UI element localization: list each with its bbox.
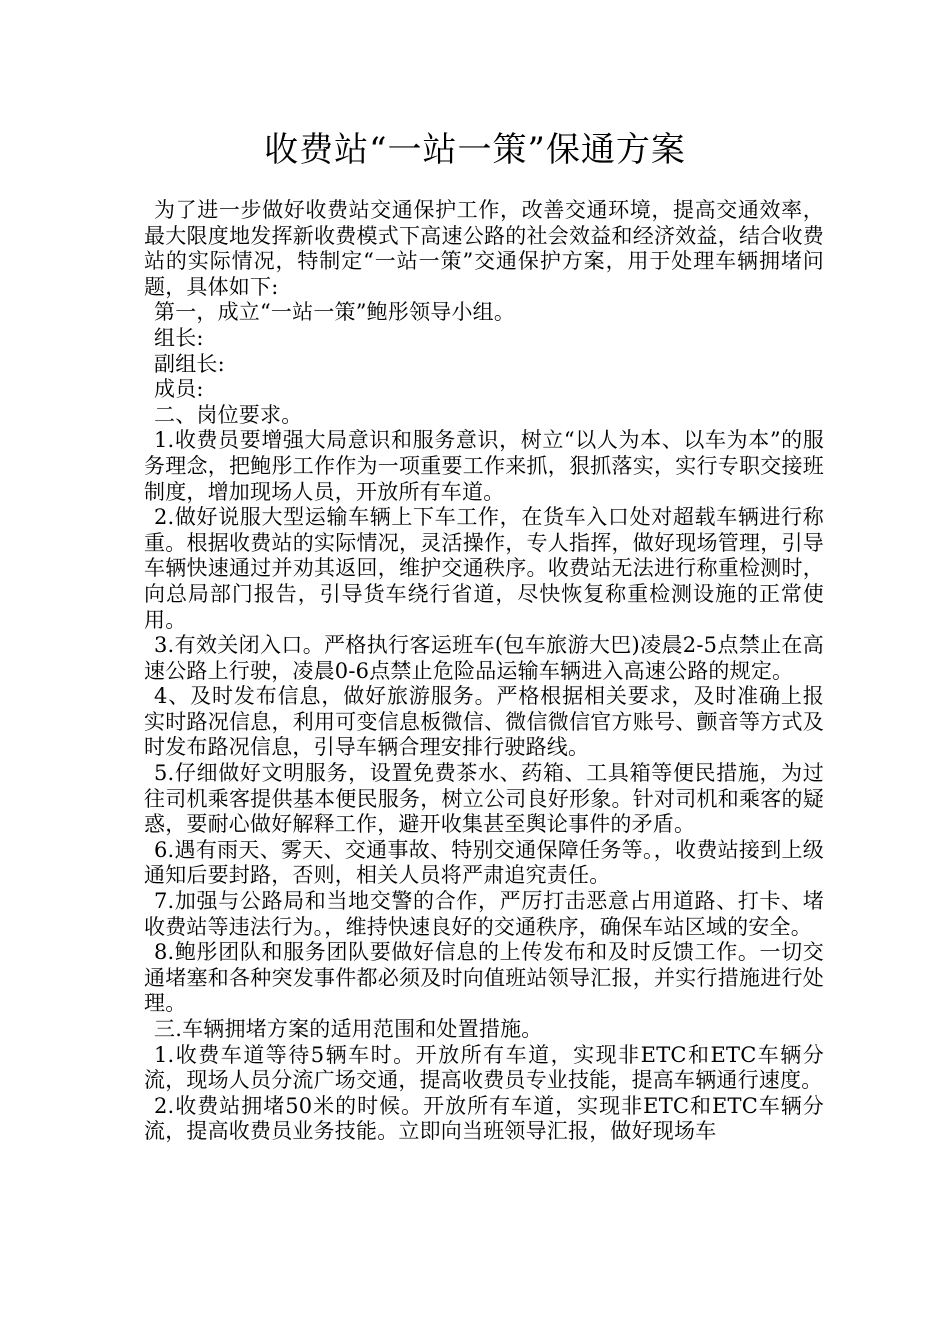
document-body [144,198,824,1145]
paragraph-measure-2: 2.收费站拥堵50米的时候。开放所有车道，实现非ETC和ETC车辆分流，提高收费员业务技能。立即向当班领导汇报，做好现场车 [144,1093,824,1144]
paragraph-item-6: 6.遇有雨天、雾天、交通事故、特别交通保障任务等。，收费站接到上级通知后要封路，否则，相关人员将严肃追究责任。 [144,837,824,888]
paragraph-item-7: 7.加强与公路局和当地交警的合作，严厉打击恶意占用道路、打卡、堵收费站等违法行为。，维持快速良好的交通秩序，确保车站区域的安全。 [144,889,824,939]
document-title: 收费站“一站一策”保通方案 [264,130,686,170]
paragraph-item-5: 5.仔细做好文明服务，设置免费茶水、药箱、工具箱等便民措施，为过往司机乘客提供基本便民服务，树立公司良好形象。针对司机和乘客的疑惑，要耐心做好解释工作，避开收集甚至舆论事件的矛盾。 [144,761,824,837]
paragraph-members: 成员: [154,377,204,402]
paragraph-item-3: 3.有效关闭入口。严格执行客运班车(包车旅游大巴)凌晨2-5点禁止在高速公路上行驶，凌晨0-6点禁止危险品运输车辆进入高速公路的规定。 [144,633,824,683]
paragraph-measure-1: 1.收费车道等待5辆车时。开放所有车道，实现非ETC和ETC车辆分流，现场人员分流广场交通，提高收费员专业技能，提高车辆通行速度。 [144,1042,824,1093]
paragraph-leader: 组长: [154,325,204,350]
paragraph-item-8: 8.鲍彤团队和服务团队要做好信息的上传发布和及时反馈工作。一切交通堵塞和各种突发事件都必须及时向值班站领导汇报，并实行措施进行处理。 [144,940,824,1016]
paragraph-section-three-heading: 三.车辆拥堵方案的适用范围和处置措施。 [154,1017,543,1041]
paragraph-item-4: 4、及时发布信息，做好旅游服务。严格根据相关要求，及时准确上报实时路况信息，利用可变信息板微信、微信微信官方账号、颤音等方式及时发布路况信息，引导车辆合理安排行驶路线。 [144,684,824,760]
paragraph-section-two-heading: 二、岗位要求。 [154,402,303,427]
paragraph-item-2: 2.做好说服大型运输车辆上下车工作，在货车入口处对超载车辆进行称重。根据收费站的实际情况，灵活操作，专人指挥，做好现场管理，引导车辆快速通过并劝其返回，维护交通秩序。收费站无法进行称重检测时，向总局部门报告，引导货车绕行省道，尽快恢复称重检测设施的正常使用。 [144,505,824,632]
paragraph-deputy-leader: 副组长: [154,351,225,376]
paragraph-intro: 为了进一步做好收费站交通保护工作，改善交通环境，提高交通效率，最大限度地发挥新收费模式下高速公路的社会效益和经济效益，结合收费站的实际情况，特制定“一站一策”交通保护方案，用于处理车辆拥堵问题，具体如下: [144,198,824,299]
paragraph-section-one: 第一，成立“一站一策”鲍彤领导小组。 [154,300,516,325]
paragraph-item-1: 1.收费员要增强大局意识和服务意识，树立“以人为本、以车为本”的服务理念，把鲍彤工作作为一项重要工作来抓，狠抓落实，实行专职交接班制度，增加现场人员，开放所有车道。 [144,428,824,504]
